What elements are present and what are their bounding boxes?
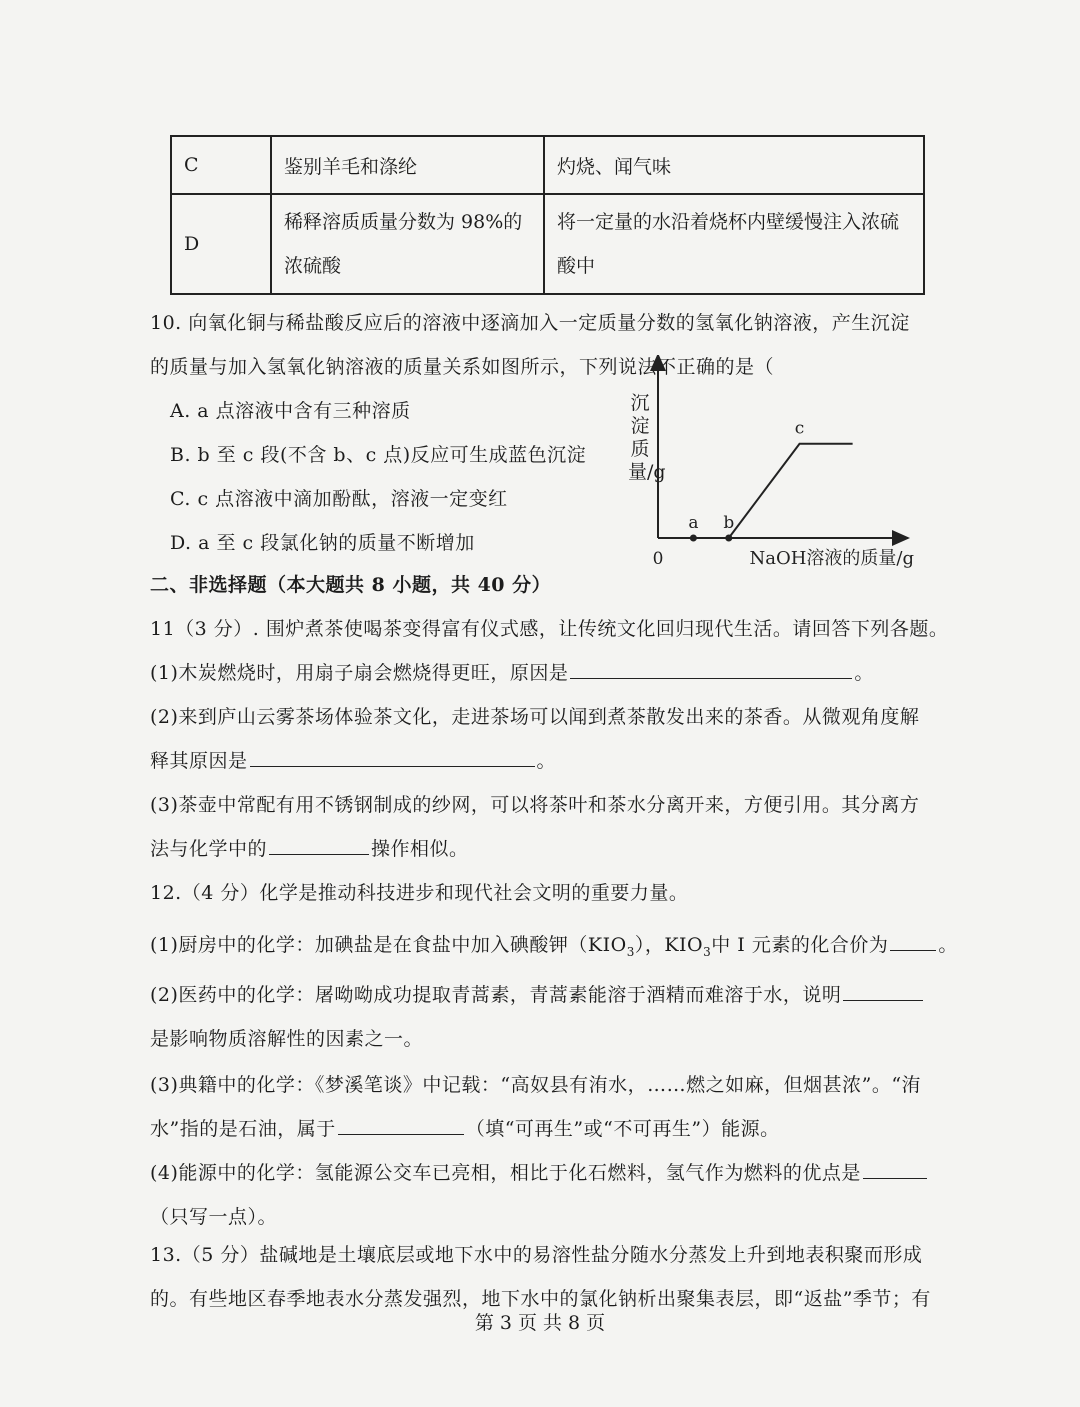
row-purpose: 鉴别羊毛和涤纶	[271, 136, 544, 194]
page-footer: 第 3 页 共 8 页	[474, 1312, 606, 1334]
q11-intro: 11（3 分）. 围炉煮茶使喝茶变得富有仪式感，让传统文化回归现代生活。请回答下列各题。	[150, 618, 949, 640]
q11-part2-text: 释其原因是	[150, 750, 248, 772]
subscript: 3	[626, 944, 635, 959]
row-label: C	[171, 136, 271, 194]
q12-part1-text: (1)厨房中的化学：加碘盐是在食盐中加入碘酸钾（KIO	[150, 934, 627, 956]
row-purpose	[271, 194, 544, 294]
answer-blank[interactable]	[863, 1160, 927, 1179]
series-line	[658, 444, 853, 538]
origin-label: 0	[652, 549, 664, 569]
row-method	[544, 194, 924, 294]
period: 。	[854, 662, 874, 684]
q10-option-b: B. b 至 c 段(不含 b、c 点)反应可生成蓝色沉淀	[170, 444, 587, 466]
q12-intro: 12.（4 分）化学是推动科技进步和现代社会文明的重要力量。	[150, 882, 689, 904]
point-b	[725, 535, 732, 542]
q10-option-d: D. a 至 c 段氯化钠的质量不断增加	[170, 532, 475, 554]
answer-blank[interactable]	[269, 836, 369, 855]
point-a	[690, 535, 697, 542]
row-method-line: 酸中	[557, 255, 596, 277]
q12-part3-line1: (3)典籍中的化学：《梦溪笔谈》中记载：“高奴县有洧水，……燃之如麻，但烟甚浓”。“洧	[150, 1074, 922, 1096]
subscript: 3	[703, 944, 712, 959]
period: 。	[938, 934, 958, 956]
row-purpose-line: 浓硫酸	[284, 255, 342, 277]
q13-line2: 的。有些地区春季地表水分蒸发强烈，地下水中的氯化钠析出聚集表层，即“返盐”季节；有	[150, 1288, 931, 1310]
row-purpose-line: 稀释溶质质量分数为 98%的	[284, 211, 523, 233]
q13-line1: 13.（5 分）盐碱地是土壤底层或地下水中的易溶性盐分随水分蒸发上升到地表积聚而形成	[150, 1244, 923, 1266]
q12-part3-line2	[150, 1114, 780, 1141]
q11-part2-line2	[150, 746, 556, 773]
point-label-a: a	[688, 513, 699, 533]
q10-stem-line1: 10. 向氧化铜与稀盐酸反应后的溶液中逐滴加入一定质量分数的氢氧化钠溶液，产生沉淀	[150, 312, 910, 334]
row-label: D	[171, 194, 271, 294]
q11-part3-text: 法与化学中的	[150, 838, 268, 860]
q12-part1-text: ），KIO	[634, 934, 704, 956]
table-row	[171, 194, 924, 294]
precipitate-chart	[620, 355, 920, 580]
point-label-c: c	[794, 418, 805, 439]
q11-part3-line1: (3)茶壶中常配有用不锈钢制成的纱网，可以将茶叶和茶水分离开来，方便引用。其分离方	[150, 794, 920, 816]
row-method: 灼烧、闻气味	[544, 136, 924, 194]
answer-blank[interactable]	[250, 748, 535, 767]
point-label-b: b	[723, 513, 735, 533]
q10-option-a: A. a 点溶液中含有三种溶质	[170, 400, 411, 422]
q11-part3-text-end: 操作相似。	[371, 838, 469, 860]
q12-part4-line1	[150, 1158, 929, 1185]
section-title: 二、非选择题（本大题共 8 小题，共 40 分）	[150, 574, 552, 596]
q10-stem-line2: 的质量与加入氢氧化钠溶液的质量关系如图所示，下列说法不正确的是（	[150, 356, 775, 378]
period: 。	[536, 750, 557, 772]
q11-part3-line2	[150, 834, 469, 861]
q10-option-c: C. c 点溶液中滴加酚酞，溶液一定变红	[170, 488, 508, 510]
answer-blank[interactable]	[338, 1116, 464, 1135]
answer-blank[interactable]	[570, 660, 852, 679]
chart-xlabel: NaOH溶液的质量/g	[749, 548, 914, 569]
q12-part2-line1	[150, 980, 925, 1007]
q11-part1	[150, 658, 874, 685]
answer-blank[interactable]	[890, 932, 936, 951]
table-row	[171, 136, 924, 194]
q12-part1	[150, 930, 958, 959]
answer-blank[interactable]	[843, 982, 923, 1001]
q12-part3-text-end: （填“可再生”或“不可再生”）能源。	[465, 1118, 780, 1140]
q12-part2-line2: 是影响物质溶解性的因素之一。	[150, 1028, 424, 1050]
q12-part4-line2: （只写一点）。	[150, 1206, 278, 1228]
q12-part2-text: (2)医药中的化学：屠呦呦成功提取青蒿素，青蒿素能溶于酒精而难溶于水，说明	[150, 984, 842, 1006]
q12-part4-text: (4)能源中的化学：氢能源公交车已亮相，相比于化石燃料，氢气作为燃料的优点是	[150, 1162, 861, 1184]
q11-part1-text: (1)木炭燃烧时，用扇子扇会燃烧得更旺，原因是	[150, 662, 569, 684]
chart-ylabel: 沉淀质量/g	[628, 392, 666, 483]
q12-part3-text: 水”指的是石油，属于	[150, 1118, 336, 1140]
q11-part2-line1: (2)来到庐山云雾茶场体验茶文化，走进茶场可以闻到煮茶散发出来的茶香。从微观角度解	[150, 706, 920, 728]
row-method-line: 将一定量的水沿着烧杯内壁缓慢注入浓硫	[557, 211, 900, 233]
options-table	[170, 135, 925, 295]
q12-part1-text: 中 I 元素的化合价为	[711, 934, 889, 956]
